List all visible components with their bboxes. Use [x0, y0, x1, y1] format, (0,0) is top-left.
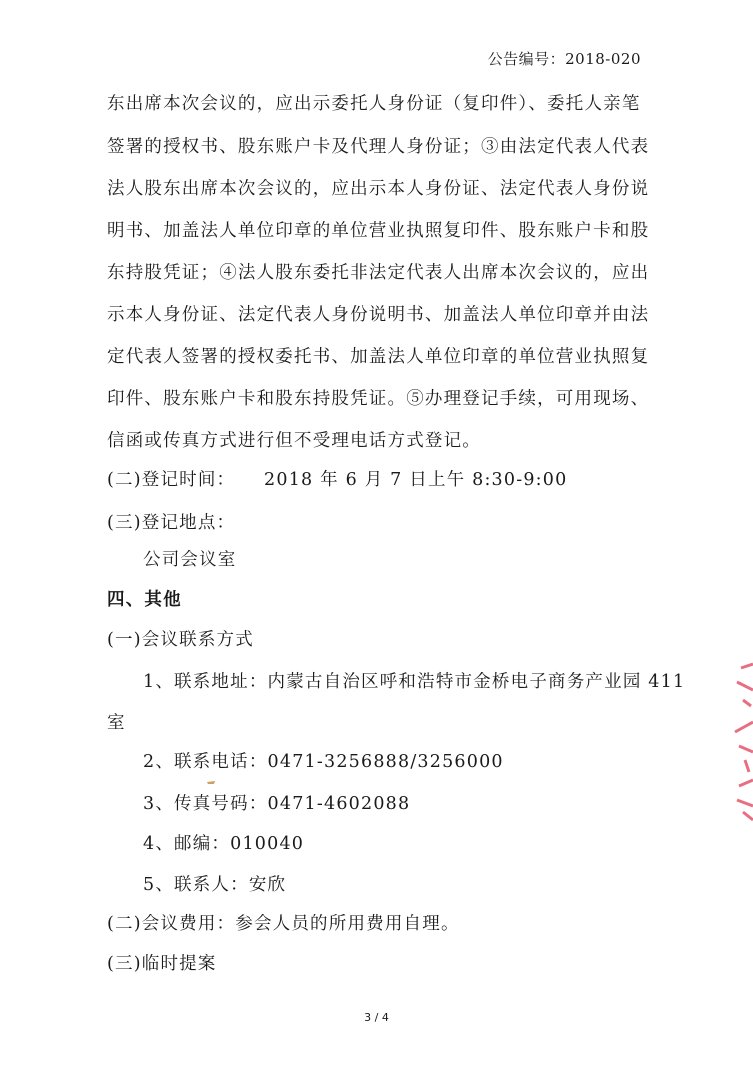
paragraph-line: 明书、加盖法人单位印章的单位营业执照复印件、股东账户卡和股 [107, 221, 650, 241]
page-number: 3 / 4 [364, 1011, 389, 1024]
contact-person: 5、联系人：安欣 [143, 875, 287, 895]
registration-time-heading: (二)登记时间： [107, 470, 236, 490]
paragraph-line: 东出席本次会议的，应出示委托人身份证（复印件）、委托人亲笔 [107, 94, 641, 114]
meeting-fee-line: (二)会议费用：参会人员的所用费用自理。 [107, 914, 460, 934]
registration-place-heading: (三)登记地点： [107, 513, 236, 533]
contact-address: 1、联系地址：内蒙古自治区呼和浩特市金桥电子商务产业园 411 [143, 672, 686, 692]
paragraph-line: 东持股凭证；④法人股东委托非法定代表人出席本次会议的，应出 [107, 263, 650, 283]
contact-fax: 3、传真号码：0471-4602088 [143, 794, 411, 814]
registration-time-value: 2018 年 6 月 7 日上午 8:30-9:00 [264, 470, 568, 490]
notice-number: 公告编号：2018-020 [487, 50, 641, 68]
paragraph-line: 定代表人签署的授权委托书、加盖法人单位印章的单位营业执照复 [107, 347, 650, 367]
seal-stamp-edge [729, 660, 753, 825]
paragraph-line: 示本人身份证、法定代表人身份说明书、加盖法人单位印章并由法 [107, 305, 650, 325]
paragraph-line: 签署的授权书、股东账户卡及代理人身份证；③由法定代表人代表 [107, 137, 650, 157]
contact-phone: 2、联系电话：0471-3256888/3256000 [143, 752, 504, 772]
temporary-proposal-heading: (三)临时提案 [107, 954, 217, 974]
registration-place-value: 公司会议室 [143, 550, 237, 570]
paragraph-line: 信函或传真方式进行但不受理电话方式登记。 [107, 431, 481, 451]
contact-address-continued: 室 [107, 713, 126, 733]
paragraph-line: 法人股东出席本次会议的，应出示本人身份证、法定代表人身份说 [107, 179, 650, 199]
contact-heading: (一)会议联系方式 [107, 630, 254, 650]
paragraph-line: 印件、股东账户卡和股东持股凭证。⑤办理登记手续，可用现场、 [107, 389, 650, 409]
section-four-title: 四、其他 [107, 590, 182, 610]
contact-postcode: 4、邮编：010040 [143, 834, 305, 854]
ink-mark [207, 770, 215, 789]
registration-time-line [107, 466, 567, 491]
